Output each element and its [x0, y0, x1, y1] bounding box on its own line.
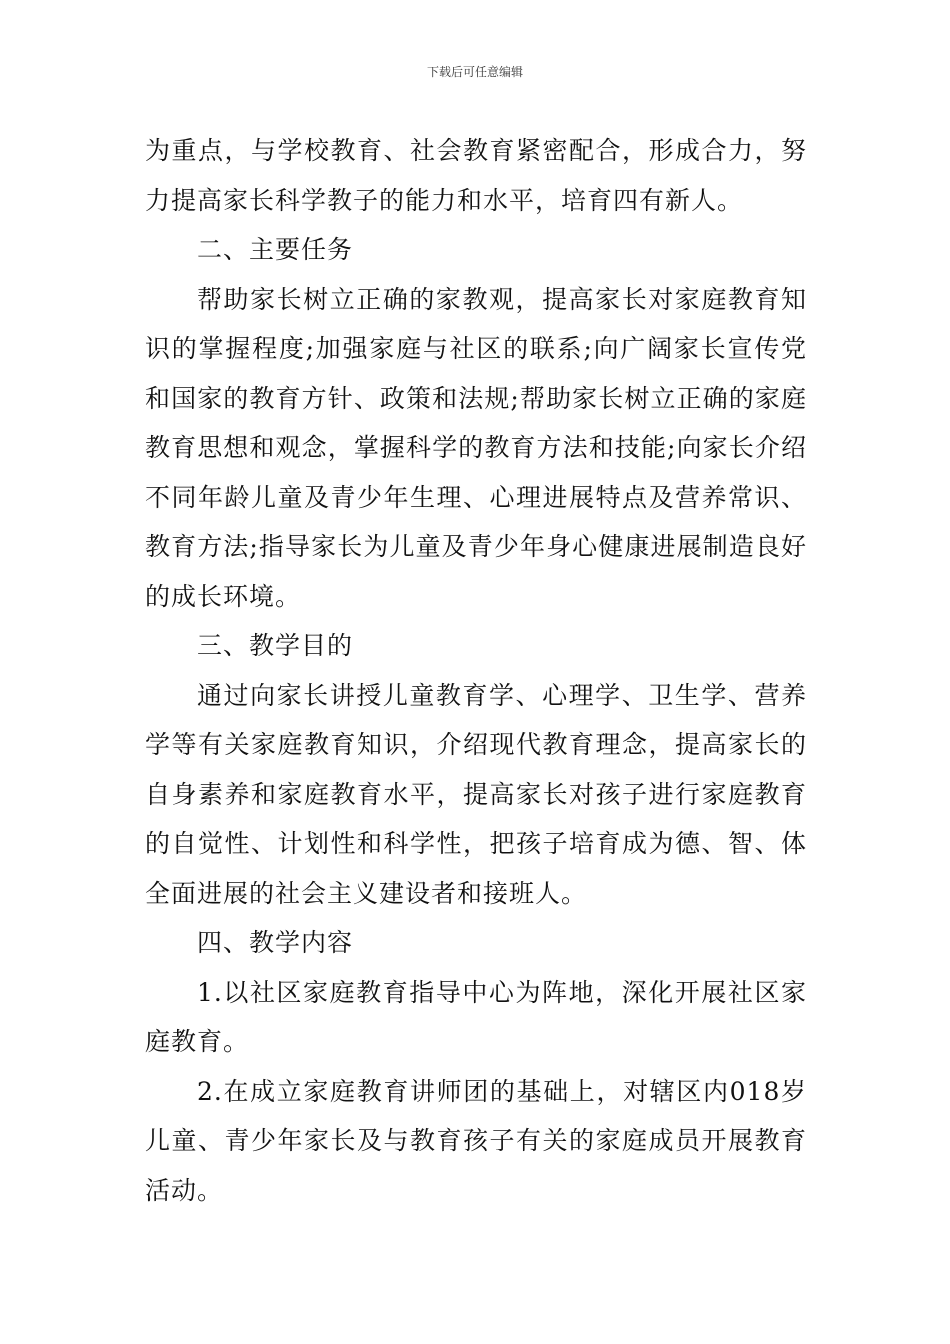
document-body [145, 126, 807, 1215]
paragraph-main-tasks: 帮助家长树立正确的家教观，提高家长对家庭教育知识的掌握程度;加强家庭与社区的联系;向广阔家长宣传党和国家的教育方针、政策和法规;帮助家长树立正确的家庭教育思想和观念，掌握科学的教育方法和技能;向家长介绍不同年龄儿童及青少年生理、心理进展特点及营养常识、教育方法;指导家长为儿童及青少年身心健康进展制造良好的成长环境。 [145, 284, 807, 611]
page-header: 下载后可任意编辑 [426, 65, 523, 79]
section-heading-teaching-purpose: 三、教学目的 [197, 631, 354, 660]
paragraph-teaching-purpose: 通过向家长讲授儿童教育学、心理学、卫生学、营养学等有关家庭教育知识，介绍现代教育理念，提高家长的自身素养和家庭教育水平，提高家长对孩子进行家庭教育的自觉性、计划性和科学性，把孩子培育成为德、智、体全面进展的社会主义建设者和接班人。 [145, 680, 807, 908]
paragraph-continuation: 为重点，与学校教育、社会教育紧密配合，形成合力，努力提高家长科学教子的能力和水平，培育四有新人。 [145, 136, 807, 215]
section-heading-main-tasks: 二、主要任务 [197, 235, 354, 264]
list-item-1: 1.以社区家庭教育指导中心为阵地，深化开展社区家庭教育。 [145, 977, 807, 1056]
list-item-2: 2.在成立家庭教育讲师团的基础上，对辖区内018岁儿童、青少年家长及与教育孩子有关的家庭成员开展教育活动。 [145, 1076, 807, 1205]
section-heading-teaching-content: 四、教学内容 [197, 928, 354, 957]
